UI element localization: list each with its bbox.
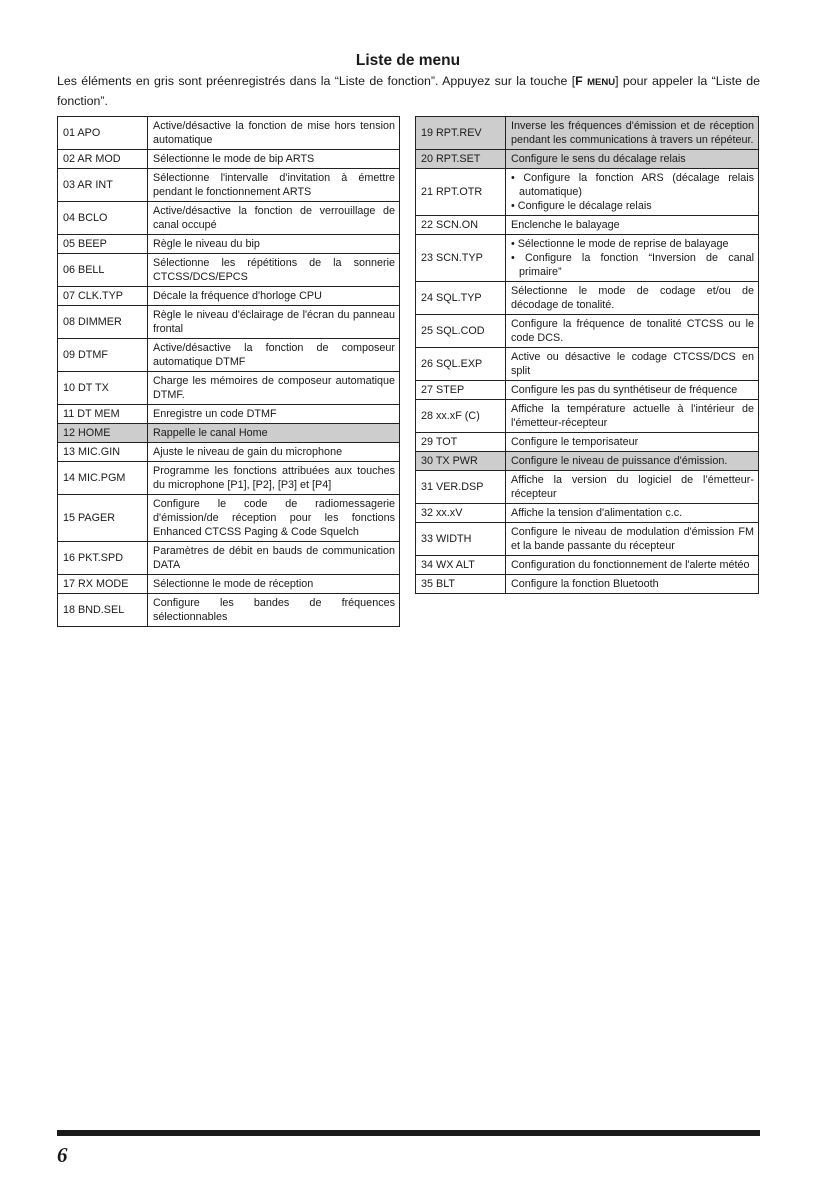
- menu-row: [416, 452, 759, 471]
- page-title: Liste de menu: [355, 52, 461, 69]
- menu-row: [416, 575, 759, 594]
- menu-description: Rappelle le canal Home: [148, 424, 400, 443]
- menu-code: 31 VER.DSP: [416, 471, 506, 504]
- description-bullet: • Configure la fonction “Inversion de canal primaire”: [511, 252, 755, 278]
- menu-code: 27 STEP: [416, 381, 506, 400]
- menu-row: [58, 306, 400, 339]
- menu-code: 09 DTMF: [58, 339, 148, 372]
- menu-code: 20 RPT.SET: [416, 150, 506, 169]
- menu-description: Configuration du fonctionnement de l'alerte météo: [506, 556, 759, 575]
- menu-code: 25 SQL.COD: [416, 315, 506, 348]
- menu-description: Programme les fonctions attribuées aux touches du microphone [P1], [P2], [P3] et [P4]: [148, 462, 400, 495]
- intro-text-after-key: ] pour appeler la “Liste de fonction”.: [57, 74, 761, 108]
- menu-row: [58, 254, 400, 287]
- menu-code: 30 TX PWR: [416, 452, 506, 471]
- menu-row: [416, 216, 759, 235]
- menu-row: [416, 504, 759, 523]
- menu-row: [58, 287, 400, 306]
- menu-code: 02 AR MOD: [58, 150, 148, 169]
- f-key-label: F: [575, 74, 583, 88]
- menu-description: Sélectionne l'intervalle d'invitation à émettre pendant le fonctionnement ARTS: [148, 169, 400, 202]
- menu-description: Configure la fonction Bluetooth: [506, 575, 759, 594]
- menu-description: Inverse les fréquences d'émission et de réception pendant les communications à travers un répéteur.: [506, 117, 759, 150]
- description-bullet: • Configure le décalage relais: [511, 200, 652, 212]
- menu-description: Sélectionne le mode de bip ARTS: [148, 150, 400, 169]
- menu-code: 11 DT MEM: [58, 405, 148, 424]
- menu-row: [416, 169, 759, 216]
- menu-code: 18 BND.SEL: [58, 594, 148, 627]
- menu-code: 19 RPT.REV: [416, 117, 506, 150]
- menu-code: 08 DIMMER: [58, 306, 148, 339]
- menu-description: Affiche la température actuelle à l'intérieur de l'émetteur-récepteur: [506, 400, 759, 433]
- menu-row: [58, 372, 400, 405]
- menu-description: Enclenche le balayage: [506, 216, 759, 235]
- menu-row: [416, 235, 759, 282]
- menu-row: [416, 150, 759, 169]
- menu-description: Paramètres de débit en bauds de communication DATA: [148, 542, 400, 575]
- menu-description: Ajuste le niveau de gain du microphone: [148, 443, 400, 462]
- menu-description: Active/désactive la fonction de composeur automatique DTMF: [148, 339, 400, 372]
- menu-description: Configure les bandes de fréquences sélectionnables: [148, 594, 400, 627]
- menu-description: Règle le niveau du bip: [148, 235, 400, 254]
- menu-row: [58, 594, 400, 627]
- menu-code: 34 WX ALT: [416, 556, 506, 575]
- menu-description: Configure le sens du décalage relais: [506, 150, 759, 169]
- menu-row: [58, 542, 400, 575]
- menu-code: 06 BELL: [58, 254, 148, 287]
- menu-description: Décale la fréquence d'horloge CPU: [148, 287, 400, 306]
- menu-row: [416, 282, 759, 315]
- menu-code: 29 TOT: [416, 433, 506, 452]
- menu-description: Configure le niveau de puissance d'émission.: [506, 452, 759, 471]
- menu-row: [58, 202, 400, 235]
- menu-row: [58, 117, 400, 150]
- menu-row: [58, 424, 400, 443]
- menu-row: [416, 315, 759, 348]
- menu-table-left: [57, 116, 400, 627]
- menu-row: [416, 117, 759, 150]
- menu-row: [58, 495, 400, 542]
- menu-row: [58, 405, 400, 424]
- description-bullet-list: [511, 171, 754, 213]
- menu-description: Active ou désactive le codage CTCSS/DCS en split: [506, 348, 759, 381]
- menu-code: 07 CLK.TYP: [58, 287, 148, 306]
- menu-code: 26 SQL.EXP: [416, 348, 506, 381]
- menu-code: 01 APO: [58, 117, 148, 150]
- menu-description: Sélectionne le mode de réception: [148, 575, 400, 594]
- menu-code: 14 MIC.PGM: [58, 462, 148, 495]
- menu-row: [58, 169, 400, 202]
- menu-row: [416, 523, 759, 556]
- menu-code: 16 PKT.SPD: [58, 542, 148, 575]
- description-bullet: • Sélectionne le mode de reprise de balayage: [511, 238, 729, 250]
- menu-key-label: MENU: [587, 77, 616, 88]
- footer-rule: [57, 1130, 760, 1136]
- menu-code: 13 MIC.GIN: [58, 443, 148, 462]
- intro-paragraph: [57, 72, 760, 111]
- menu-row: [58, 235, 400, 254]
- menu-row: [58, 443, 400, 462]
- menu-code: 33 WIDTH: [416, 523, 506, 556]
- intro-text-before-key: Les éléments en gris sont préenregistrés dans la “Liste de fonction”. Appuyez sur la touche [: [57, 74, 576, 88]
- menu-code: 03 AR INT: [58, 169, 148, 202]
- menu-row: [416, 471, 759, 504]
- menu-code: 12 HOME: [58, 424, 148, 443]
- menu-code: 17 RX MODE: [58, 575, 148, 594]
- menu-row: [58, 150, 400, 169]
- menu-row: [58, 339, 400, 372]
- page-number: 6: [57, 1143, 68, 1167]
- menu-code: 10 DT TX: [58, 372, 148, 405]
- menu-code: 35 BLT: [416, 575, 506, 594]
- description-bullet-list: [511, 237, 754, 279]
- menu-description: Affiche la version du logiciel de l’émetteur-récepteur: [506, 471, 759, 504]
- menu-row: [416, 400, 759, 433]
- menu-table-right: [415, 116, 759, 594]
- menu-code: 28 xx.xF (C): [416, 400, 506, 433]
- menu-row: [58, 575, 400, 594]
- menu-description: Configure le temporisateur: [506, 433, 759, 452]
- menu-description: Active/désactive la fonction de verrouillage de canal occupé: [148, 202, 400, 235]
- f-menu-key: [575, 74, 615, 88]
- menu-row: [58, 462, 400, 495]
- description-bullet: • Configure la fonction ARS (décalage relais automatique): [511, 172, 755, 198]
- menu-code: 21 RPT.OTR: [416, 169, 506, 216]
- menu-description: Sélectionne les répétitions de la sonnerie CTCSS/DCS/EPCS: [148, 254, 400, 287]
- menu-code: 22 SCN.ON: [416, 216, 506, 235]
- menu-description: Enregistre un code DTMF: [148, 405, 400, 424]
- menu-description: Configure les pas du synthétiseur de fréquence: [506, 381, 759, 400]
- menu-code: 32 xx.xV: [416, 504, 506, 523]
- menu-description: Charge les mémoires de composeur automatique DTMF.: [148, 372, 400, 405]
- menu-description: Règle le niveau d'éclairage de l'écran du panneau frontal: [148, 306, 400, 339]
- menu-row: [416, 348, 759, 381]
- menu-description: Configure le niveau de modulation d'émission FM et la bande passante du récepteur: [506, 523, 759, 556]
- menu-code: 24 SQL.TYP: [416, 282, 506, 315]
- menu-code: 23 SCN.TYP: [416, 235, 506, 282]
- menu-code: 05 BEEP: [58, 235, 148, 254]
- menu-row: [416, 556, 759, 575]
- menu-description: [506, 169, 759, 216]
- menu-row: [416, 433, 759, 452]
- menu-code: 04 BCLO: [58, 202, 148, 235]
- menu-description: Affiche la tension d'alimentation c.c.: [506, 504, 759, 523]
- menu-description: Configure le code de radiomessagerie d'émission/de réception pour les fonctions Enhanced CTCSS Paging & Code Squelch: [148, 495, 400, 542]
- menu-code: 15 PAGER: [58, 495, 148, 542]
- menu-description: Sélectionne le mode de codage et/ou de décodage de tonalité.: [506, 282, 759, 315]
- menu-description: Active/désactive la fonction de mise hors tension automatique: [148, 117, 400, 150]
- menu-row: [416, 381, 759, 400]
- menu-description: Configure la fréquence de tonalité CTCSS ou le code DCS.: [506, 315, 759, 348]
- menu-description: [506, 235, 759, 282]
